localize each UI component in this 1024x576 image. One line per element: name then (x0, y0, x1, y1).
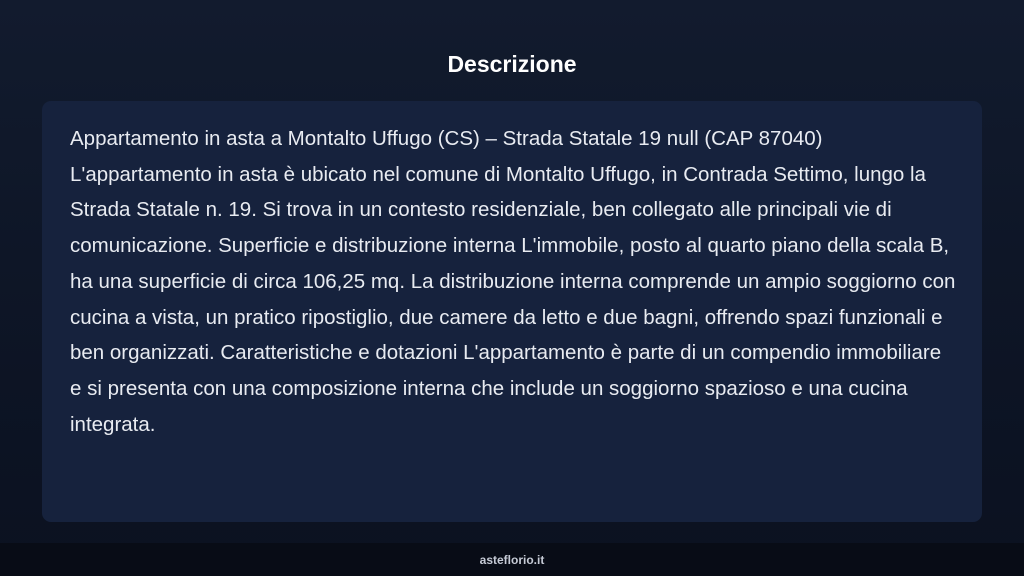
footer-bar (0, 543, 1024, 576)
description-card (42, 101, 982, 522)
footer-brand: asteflorio.it (479, 552, 545, 567)
description-text: Appartamento in asta a Montalto Uffugo (CS) – Strada Statale 19 null (CAP 87040) L'appartamento in asta è ubicato nel comune di Montalto Uffugo, in Contrada Settimo, lungo la Strada Statale n. 19. Si trova in un contesto residenziale, ben collegato alle principali vie di comunicazione. Superficie e distribuzione interna L'immobile, posto al quarto piano della scala B, ha una superficie di circa 106,25 mq. La distribuzione interna comprende un ampio soggiorno con cucina a vista, un pratico ripostiglio, due camere da letto e due bagni, offrendo spazi funzionali e ben organizzati. Caratteristiche e dotazioni L'appartamento è parte di un compendio immobiliare e si presenta con una composizione interna che include un soggiorno spazioso e una cucina integrata. (70, 127, 956, 436)
page-title: Descrizione (447, 51, 577, 77)
